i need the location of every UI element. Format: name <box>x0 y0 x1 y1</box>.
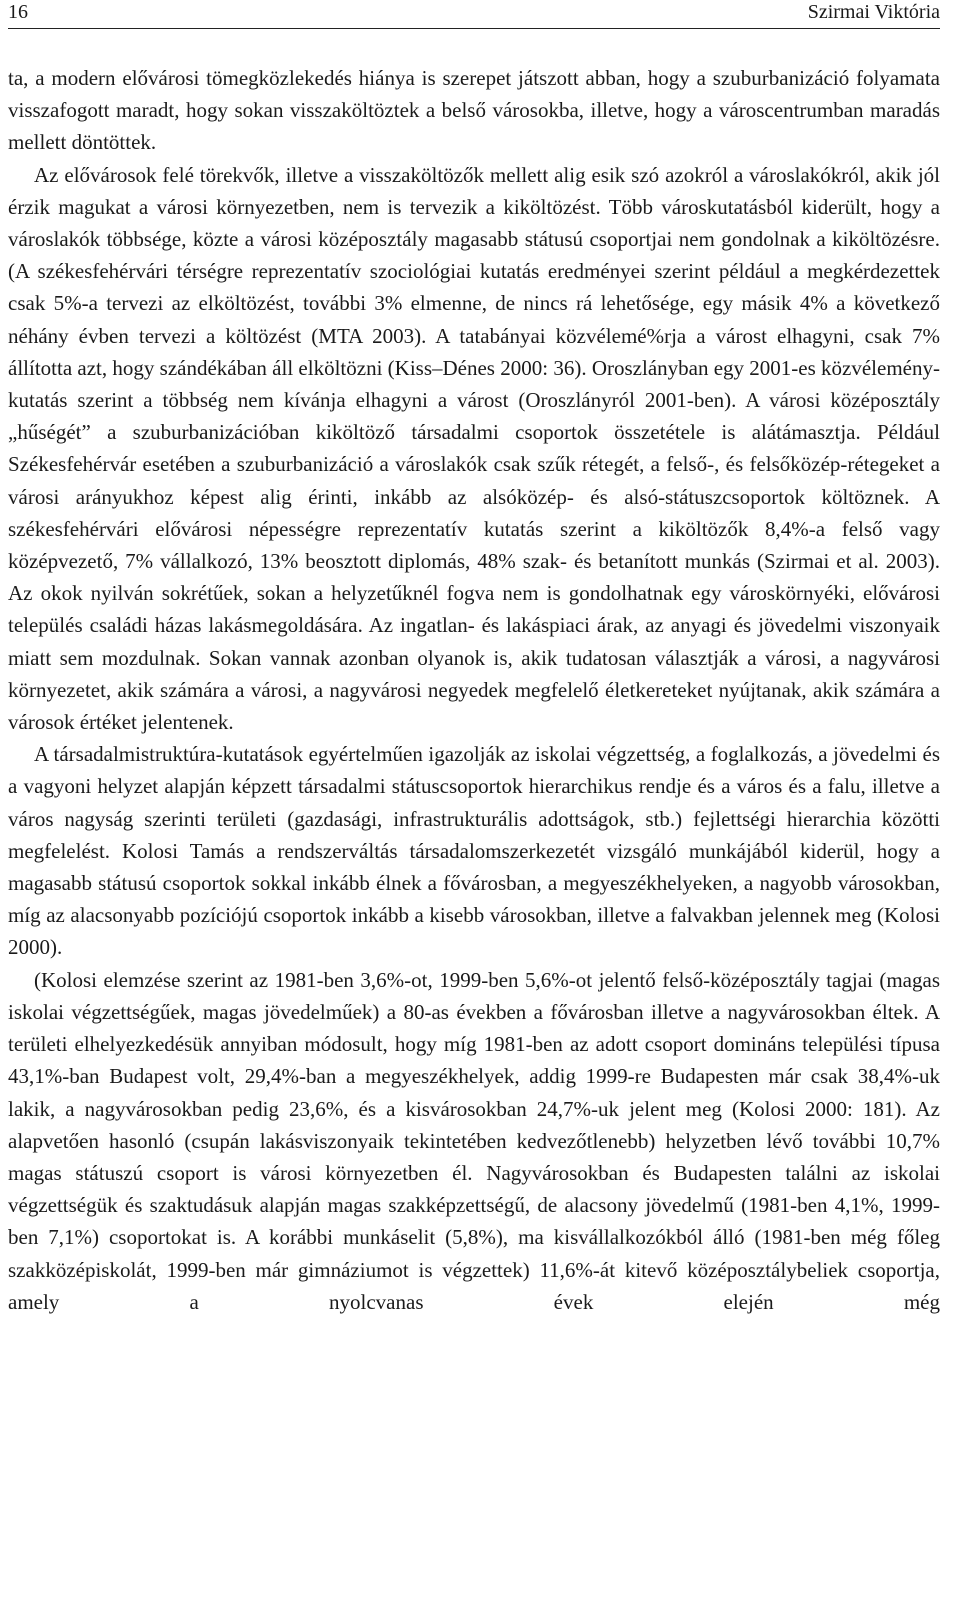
body-text <box>8 62 940 1318</box>
page-header <box>8 0 940 29</box>
paragraph: Az elővárosok felé törekvők, illetve a visszaköltözők mellett alig esik szó azokról a városlakókról, akik jól érzik magukat a városi környezetben, nem is tervezik a kiköltözést. Több városkutatásból kiderült, hogy a városlakók többsége, közte a városi középosztály magasabb státusú csoportjai nem gondolnak a kiköltözésre. (A székesfehérvári térségre reprezentatív szociológiai kutatás eredményei szerint például a megkérdezettek csak 5%-a tervezi az elköltözést, további 3% elmenne, de nincs rá lehetősége, egy másik 4% a következő néhány évben tervezi a költözést (MTA 2003). A tatabányai közvélemé%rja a várost elhagyni, csak 7% állította azt, hogy szándékában áll elköltözni (Kiss–Dénes 2000: 36). Oroszlányban egy 2001-es közvélemény-kutatás szerint a többség nem kívánja elhagyni a várost (Oroszlányról 2001-ben). A városi középosztály „hűségét” a szuburbanizációban kiköltöző társadalmi csoportok összetétele is alátámasztja. Például Székesfehérvár esetében a szuburbanizáció a városlakók csak szűk rétegét, a felső-, és felsőközép-rétegeket a városi arányukhoz képest alig érinti, inkább az alsóközép- és alsó-státuszcsoportok költöznek. A székesfehérvári elővárosi népességre reprezentatív kutatás szerint a kiköltözők 8,4%-a felső vagy középvezető, 7% vállalkozó, 13% beosztott diplomás, 48% szak- és betanított munkás (Szirmai et al. 2003). Az okok nyilván sokrétűek, sokan a helyzetűknél fogva nem is gondolhatnak egy városkörnyéki, elővárosi település családi házas lakásmegoldására. Az ingatlan- és lakáspiaci árak, az anyagi és jövedelmi viszonyaik miatt sem mozdulnak. Sokan vannak azonban olyanok is, akik tudatosan választják a városi, a nagyvárosi környezetet, akik számára a városi, a nagyvárosi negyedek megfelelő életkereteket nyújtanak, akik számára a városok értéket jelentenek. <box>8 162 940 735</box>
paragraph-continuation: ta, a modern elővárosi tömegközlekedés hiánya is szerepet játszott abban, hogy a szuburbanizáció folyamata visszafogott maradt, hogy sokan visszaköltöztek a belső városokba, illetve, hogy a városcentrumban maradás mellett döntöttek. <box>8 66 940 155</box>
running-title: Szirmai Viktória <box>807 1 940 23</box>
paragraph: (Kolosi elemzése szerint az 1981-ben 3,6%-ot, 1999-ben 5,6%-ot jelentő felső-középosztály tagjai (magas iskolai végzettségűek, magas jövedelműek) a 80-as években a fővárosban illetve a nagyvárosokban éltek. A területi elhelyezkedésük annyiban módosult, hogy míg 1981-ben az adott csoport domináns települési típusa 43,1%-ban Budapest volt, 29,4%-ban a megyeszékhelyek, addig 1999-re Budapesten már csak 38,4%-uk lakik, a nagyvárosokban pedig 23,6%, és a kisvárosokban 24,7%-uk jelent meg (Kolosi 2000: 181). Az alapvetően hasonló (csupán lakásviszonyaik tekintetében kedvezőtlenebb) helyzetben lévő további 10,7% magas státuszú csoport is városi környezetben él. Nagyvárosokban és Budapesten találni az iskolai végzettségük és szaktudásuk alapján magas szakképzettségű, de alacsony jövedelmű (1981-ben 4,1%, 1999-ben 7,1%) csoportokat is. A korábbi munkáselit (5,8%), ma kisvállalkozókból álló (1981-ben még főleg szakközépiskolát, 1999-ben már gimnáziumot is végzettek) 11,6%-át kitevő középosztálybeliek csoportja, amely a nyolcvanas évek elején még <box>8 967 940 1314</box>
page-number: 16 <box>8 1 28 23</box>
paragraph: A társadalmistruktúra-kutatások egyértelműen igazolják az iskolai végzettség, a foglalkozás, a jövedelmi és a vagyoni helyzet alapján képzett társadalmi státuscsoportok hierarchikus rendje és a város és a falu, illetve a város nagyság szerinti területi (gazdasági, infrastrukturális adottságok, stb.) fejlettségi hierarchia közötti megfelelést. Kolosi Tamás a rendszerváltás társadalomszerkezetét vizsgáló munkájából kiderül, hogy a magasabb státusú csoportok sokkal inkább élnek a fővárosban, a megyeszékhelyeken, a nagyobb városokban, míg az alacsonyabb pozíciójú csoportok inkább a kisebb városokban, illetve a falvakban jelennek meg (Kolosi 2000). <box>8 742 940 960</box>
